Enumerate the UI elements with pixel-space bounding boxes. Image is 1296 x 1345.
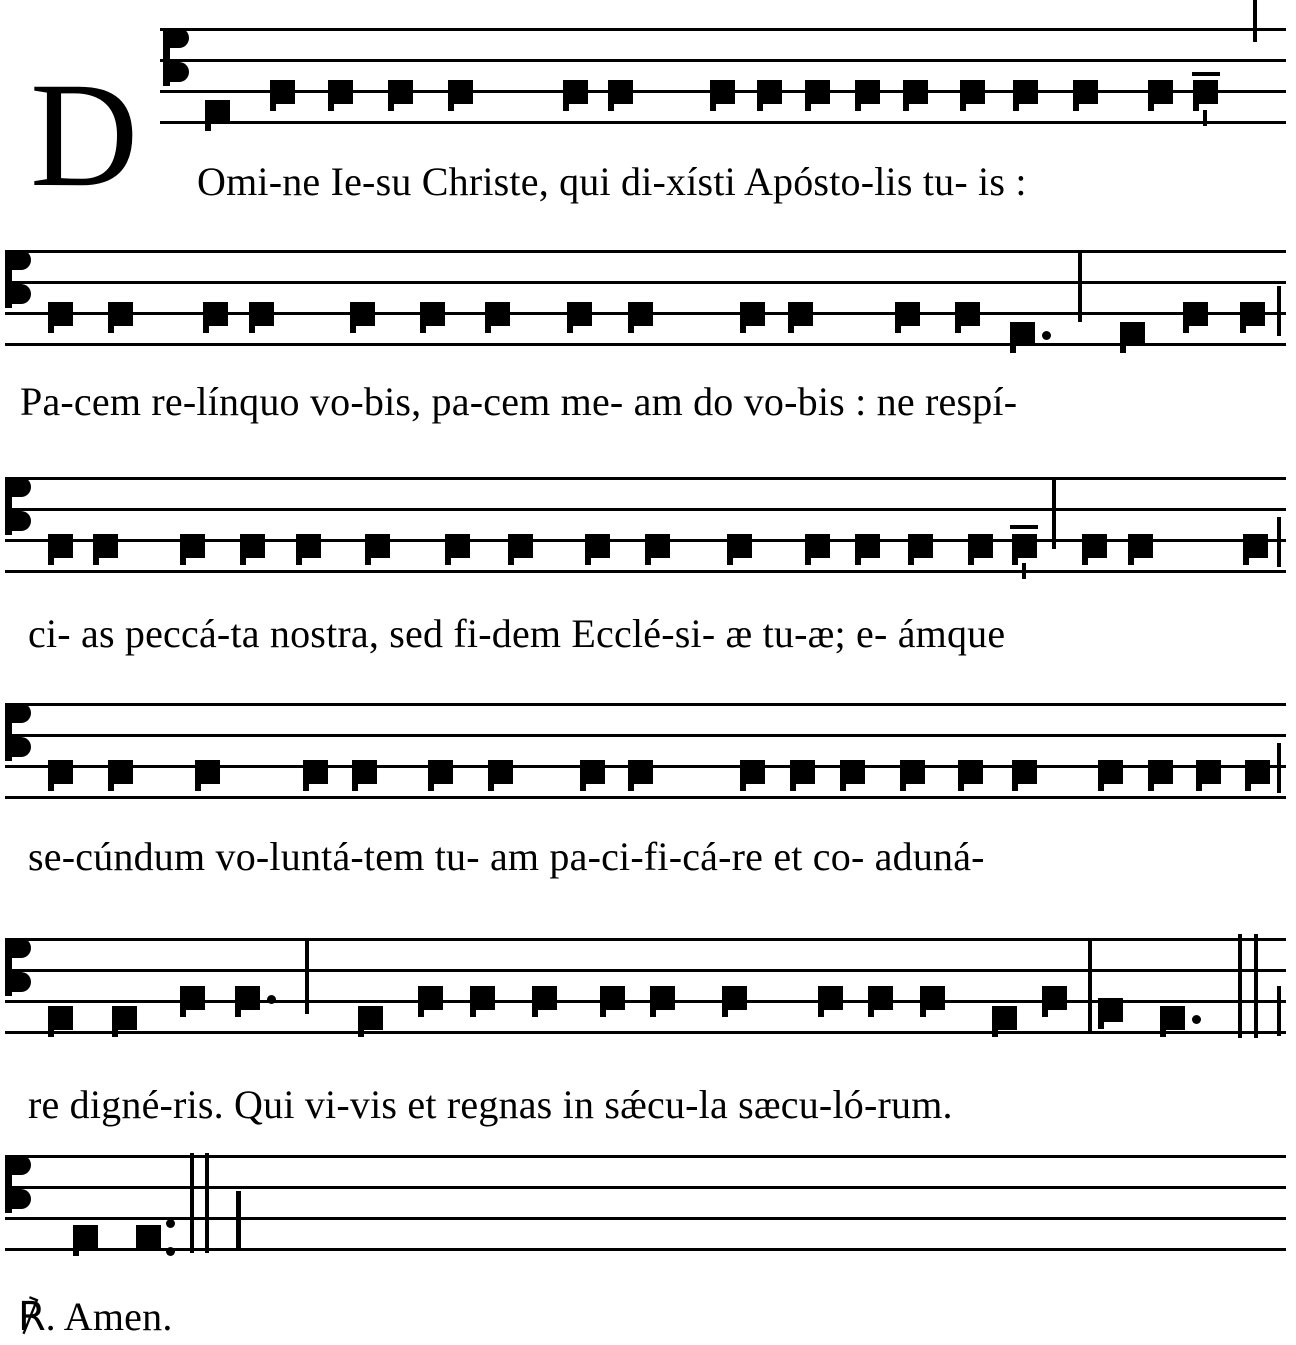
do-clef-icon bbox=[5, 477, 31, 535]
staff-line bbox=[5, 1248, 1286, 1251]
staff-6 bbox=[5, 1155, 1286, 1251]
neume-punctum bbox=[710, 80, 735, 104]
neume-punctum bbox=[903, 80, 928, 104]
barline-end bbox=[1277, 517, 1281, 567]
neume-punctum bbox=[303, 760, 328, 784]
neume-punctum bbox=[1013, 80, 1038, 104]
barline-double bbox=[190, 1153, 194, 1253]
neume-punctum bbox=[855, 80, 880, 104]
ictus-mark bbox=[1203, 110, 1207, 126]
staff-line bbox=[5, 1217, 1286, 1220]
staff-line bbox=[5, 734, 1286, 737]
neume-punctum bbox=[740, 302, 765, 326]
neume-punctum bbox=[757, 80, 782, 104]
neume-punctum bbox=[445, 534, 470, 558]
neume-punctum bbox=[645, 534, 670, 558]
barline-end bbox=[1277, 743, 1281, 793]
neume-punctum bbox=[240, 534, 265, 558]
barline-double bbox=[1238, 934, 1242, 1038]
ictus-mark bbox=[1022, 563, 1026, 579]
neume-punctum bbox=[960, 80, 985, 104]
neume-punctum bbox=[1245, 760, 1270, 784]
lyrics-line-4: se-cúndum vo-luntá-tem tu- am pa-ci-fi-cá-re et co- aduná- bbox=[28, 834, 985, 879]
chant-system-3 bbox=[0, 477, 1296, 657]
neume-punctum bbox=[420, 302, 445, 326]
neume-punctum bbox=[1073, 80, 1098, 104]
neume-punctum bbox=[328, 80, 353, 104]
neume-punctum bbox=[1098, 998, 1123, 1022]
neume-punctum bbox=[727, 534, 752, 558]
staff-line bbox=[160, 121, 1286, 124]
episema-mark bbox=[1010, 525, 1038, 529]
neume-punctum bbox=[448, 80, 473, 104]
neume-punctum bbox=[48, 760, 73, 784]
neume-punctum bbox=[1148, 80, 1173, 104]
neume-punctum bbox=[895, 302, 920, 326]
neume-punctum bbox=[628, 302, 653, 326]
neume-punctum bbox=[1042, 986, 1067, 1010]
staff-line bbox=[160, 28, 1286, 31]
barline-divisio bbox=[1088, 938, 1092, 1034]
neume-punctum bbox=[1148, 760, 1173, 784]
barline-divisio bbox=[1078, 250, 1082, 322]
neume-punctum bbox=[580, 760, 605, 784]
staff-line bbox=[5, 1031, 1286, 1034]
staff-line bbox=[5, 343, 1286, 346]
staff-line bbox=[5, 938, 1286, 941]
do-clef-icon bbox=[5, 1155, 31, 1213]
neume-punctum bbox=[112, 1006, 137, 1030]
neume-punctum-with-double-mora bbox=[136, 1225, 161, 1249]
neume-punctum-with-mora bbox=[235, 986, 260, 1010]
neume-punctum bbox=[180, 534, 205, 558]
neume-punctum bbox=[195, 760, 220, 784]
staff-line bbox=[5, 508, 1286, 511]
neume-punctum bbox=[1243, 534, 1268, 558]
lyrics-line-1: Omi-ne Ie-su Christe, qui di-xísti Apósto-lis tu- is : bbox=[197, 159, 1027, 204]
staff-line bbox=[5, 703, 1286, 706]
neume-punctum bbox=[650, 986, 675, 1010]
barline-end bbox=[1277, 286, 1281, 336]
neume-punctum bbox=[600, 986, 625, 1010]
neume-punctum bbox=[567, 302, 592, 326]
neume-punctum bbox=[48, 302, 73, 326]
staff-line bbox=[160, 59, 1286, 62]
lyrics-line-2: Pa-cem re-línquo vo-bis, pa-cem me- am do vo-bis : ne respí- bbox=[20, 379, 1018, 424]
barline-end bbox=[1277, 986, 1281, 1036]
barline-divisio bbox=[305, 938, 309, 1014]
barline-double bbox=[1254, 934, 1258, 1038]
neume-punctum bbox=[1012, 534, 1037, 558]
staff-line bbox=[5, 477, 1286, 480]
neume-punctum bbox=[205, 100, 230, 124]
neume-punctum bbox=[358, 1006, 383, 1030]
neume-punctum bbox=[532, 986, 557, 1010]
neume-punctum bbox=[722, 986, 747, 1010]
neume-punctum bbox=[1012, 760, 1037, 784]
neume-punctum bbox=[955, 302, 980, 326]
episema-mark bbox=[1192, 72, 1220, 76]
chant-system-2 bbox=[0, 250, 1296, 430]
neume-punctum bbox=[388, 80, 413, 104]
neume-punctum bbox=[93, 534, 118, 558]
neume-punctum-with-mora bbox=[1010, 322, 1035, 346]
drop-cap-letter: D bbox=[30, 52, 139, 218]
chant-system-4 bbox=[0, 703, 1296, 883]
do-clef-icon bbox=[5, 703, 31, 761]
neume-punctum bbox=[180, 986, 205, 1010]
neume-punctum bbox=[365, 534, 390, 558]
neume-punctum bbox=[108, 302, 133, 326]
neume-punctum bbox=[485, 302, 510, 326]
neume-punctum bbox=[958, 760, 983, 784]
neume-punctum bbox=[992, 1006, 1017, 1030]
neume-punctum bbox=[1193, 80, 1218, 104]
neume-punctum bbox=[968, 534, 993, 558]
neume-punctum bbox=[352, 760, 377, 784]
neume-punctum bbox=[203, 302, 228, 326]
neume-punctum bbox=[470, 986, 495, 1010]
neume-punctum bbox=[920, 986, 945, 1010]
neume-punctum bbox=[418, 986, 443, 1010]
neume-punctum bbox=[1120, 322, 1145, 346]
lyrics-line-6 bbox=[18, 1293, 173, 1340]
lyrics-amen: Amen. bbox=[63, 1294, 173, 1339]
neume-punctum bbox=[908, 534, 933, 558]
barline-divisio bbox=[1052, 477, 1056, 549]
staff-line bbox=[5, 969, 1286, 972]
neume-punctum bbox=[868, 986, 893, 1010]
staff-2 bbox=[5, 250, 1286, 346]
neume-punctum bbox=[790, 760, 815, 784]
neume-punctum bbox=[73, 1225, 98, 1249]
staff-line bbox=[5, 1186, 1286, 1189]
neume-punctum bbox=[805, 534, 830, 558]
barline-double bbox=[205, 1153, 209, 1253]
do-clef-icon bbox=[163, 28, 189, 86]
response-mark: ℟. bbox=[18, 1294, 56, 1339]
neume-punctum bbox=[48, 1006, 73, 1030]
neume-punctum bbox=[1196, 760, 1221, 784]
chant-system-1 bbox=[0, 18, 1296, 218]
staff-line bbox=[5, 570, 1286, 573]
neume-punctum-with-mora bbox=[1160, 1006, 1185, 1030]
barline-divisio bbox=[1253, 0, 1257, 42]
staff-line bbox=[5, 250, 1286, 253]
neume-punctum bbox=[1082, 534, 1107, 558]
neume-punctum bbox=[740, 760, 765, 784]
neume-punctum bbox=[1183, 302, 1208, 326]
staff-line bbox=[5, 1155, 1286, 1158]
neume-punctum bbox=[350, 302, 375, 326]
neume-punctum bbox=[788, 302, 813, 326]
do-clef-icon bbox=[5, 250, 31, 308]
neume-punctum bbox=[270, 80, 295, 104]
neume-punctum bbox=[840, 760, 865, 784]
lyrics-line-3: ci- as peccá-ta nostra, sed fi-dem Ecclé-si- æ tu-æ; e- ámque bbox=[28, 611, 1006, 656]
neume-punctum bbox=[508, 534, 533, 558]
neume-punctum bbox=[818, 986, 843, 1010]
neume-punctum bbox=[1128, 534, 1153, 558]
neume-punctum bbox=[900, 760, 925, 784]
neume-punctum bbox=[488, 760, 513, 784]
chant-system-5 bbox=[0, 938, 1296, 1128]
staff-line bbox=[5, 281, 1286, 284]
neume-punctum bbox=[805, 80, 830, 104]
neume-punctum bbox=[1098, 760, 1123, 784]
neume-punctum bbox=[608, 80, 633, 104]
custos-guide bbox=[236, 1191, 241, 1249]
neume-punctum bbox=[1240, 302, 1265, 326]
lyrics-line-5: re digné-ris. Qui vi-vis et regnas in sǽcu-la sæcu-ló-rum. bbox=[28, 1082, 953, 1127]
neume-punctum bbox=[855, 534, 880, 558]
neume-punctum bbox=[249, 302, 274, 326]
neume-punctum bbox=[563, 80, 588, 104]
neume-punctum bbox=[296, 534, 321, 558]
neume-punctum bbox=[48, 534, 73, 558]
neume-punctum bbox=[585, 534, 610, 558]
neume-punctum bbox=[108, 760, 133, 784]
neume-punctum bbox=[628, 760, 653, 784]
neume-punctum bbox=[428, 760, 453, 784]
chant-system-6 bbox=[0, 1155, 1296, 1345]
staff-line bbox=[5, 796, 1286, 799]
do-clef-icon bbox=[5, 938, 31, 996]
